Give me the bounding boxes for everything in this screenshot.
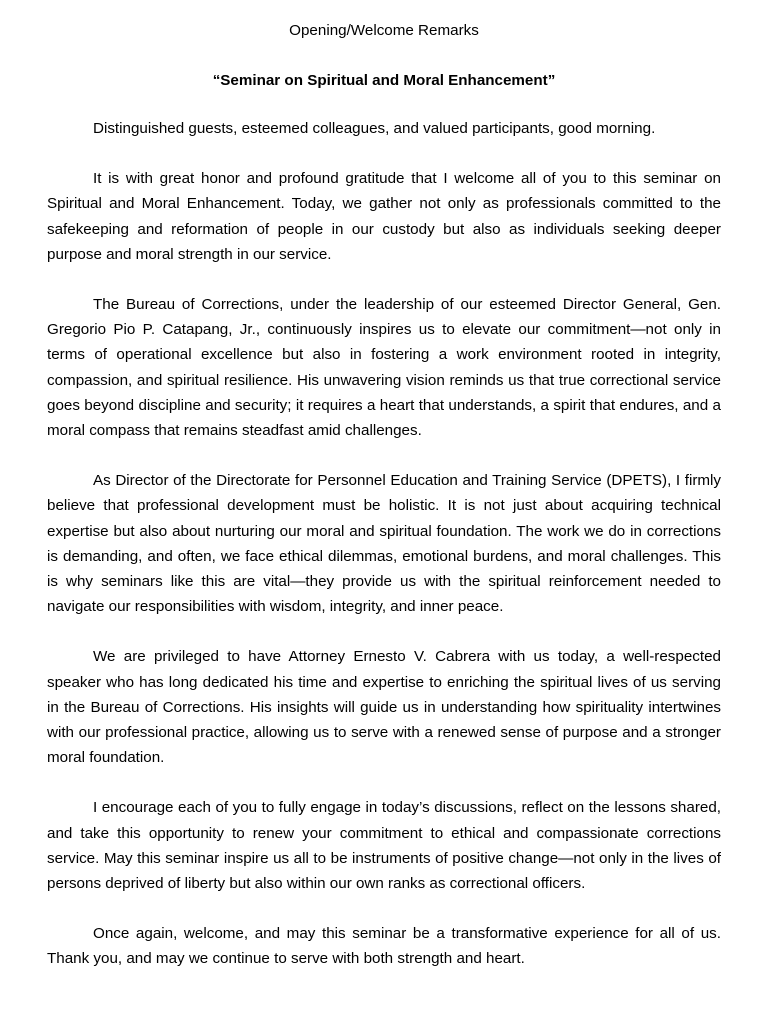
paragraph-greeting: Distinguished guests, esteemed colleagues, and valued participants, good morning. <box>93 120 656 137</box>
paragraph-dpets: As Director of the Directorate for Personnel Education and Training Service (DPETS), I firmly believe that professional development must be holistic. It is not just about acquiring technical expertise but also about nurturing our moral and spiritual foundation. The work we do in corrections is demanding, and often, we face ethical dilemmas, emotional burdens, and moral challenges. This is why seminars like this are vital—they provide us with the spiritual reinforcement needed to navigate our responsibilities with wisdom, integrity, and inner peace. <box>47 472 721 616</box>
document-title: “Seminar on Spiritual and Moral Enhancement” <box>212 72 556 89</box>
paragraph-closing: Once again, welcome, and may this seminar be a transformative experience for all of us. Thank you, and may we continue to serve with both strength and heart. <box>47 925 721 968</box>
paragraph-encourage: I encourage each of you to fully engage in today’s discussions, reflect on the lessons shared, and take this opportunity to renew your commitment to ethical and compassionate corrections service. May this seminar inspire us all to be instruments of positive change—not only in the lives of persons deprived of liberty but also within our own ranks as correctional officers. <box>47 799 721 893</box>
paragraph-bureau: The Bureau of Corrections, under the leadership of our esteemed Director General, Gen. Gregorio Pio P. Catapang, Jr., continuously inspires us to elevate our commitment—not only in terms of operational excellence but also in fostering a work environment rooted in integrity, compassion, and spiritual resilience. His unwavering vision reminds us that true correctional service goes beyond discipline and security; it requires a heart that understands, a spirit that endures, and a moral compass that remains steadfast amid challenges. <box>47 296 721 440</box>
paragraph-speaker: We are privileged to have Attorney Ernesto V. Cabrera with us today, a well-respected speaker who has long dedicated his time and expertise to enriching the spiritual lives of us serving in the Bureau of Corrections. His insights will guide us in understanding how spirituality intertwines with our professional practice, allowing us to serve with a renewed sense of purpose and a stronger moral foundation. <box>47 648 721 767</box>
paragraph-welcome: It is with great honor and profound gratitude that I welcome all of you to this seminar on Spiritual and Moral Enhancement. Today, we gather not only as professionals committed to the safekeeping and reformation of people in our custody but also as individuals seeking deeper purpose and moral strength in our service. <box>47 170 721 263</box>
document-heading: Opening/Welcome Remarks <box>289 22 479 39</box>
